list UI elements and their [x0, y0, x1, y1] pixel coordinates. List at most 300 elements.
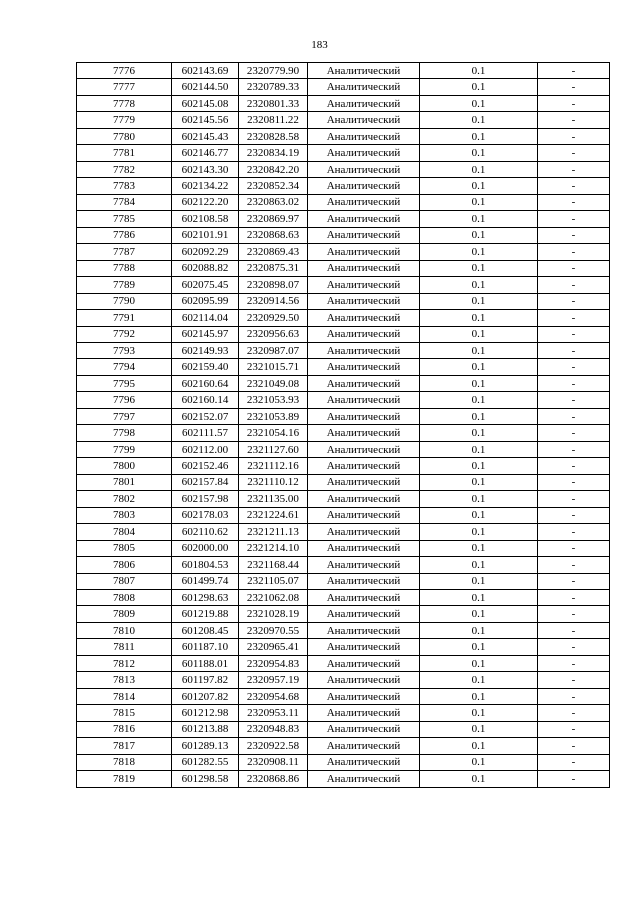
method-cell: Аналитический — [308, 672, 420, 688]
y-coordinate-cell: 2320811.22 — [239, 112, 308, 128]
accuracy-cell: 0.1 — [420, 491, 538, 507]
table-row — [77, 557, 610, 573]
y-coordinate-cell: 2320834.19 — [239, 145, 308, 161]
point-number-cell: 7802 — [77, 491, 172, 507]
point-number-cell: 7788 — [77, 260, 172, 276]
x-coordinate-cell: 602159.40 — [172, 359, 239, 375]
note-cell: - — [538, 211, 610, 227]
table-row — [77, 211, 610, 227]
x-coordinate-cell: 601289.13 — [172, 738, 239, 754]
x-coordinate-cell: 602088.82 — [172, 260, 239, 276]
x-coordinate-cell: 602114.04 — [172, 310, 239, 326]
method-cell: Аналитический — [308, 754, 420, 770]
table-row — [77, 474, 610, 490]
table-row — [77, 260, 610, 276]
page-number: 183 — [311, 39, 328, 51]
note-cell: - — [538, 655, 610, 671]
point-number-cell: 7779 — [77, 112, 172, 128]
y-coordinate-cell: 2321053.93 — [239, 392, 308, 408]
y-coordinate-cell: 2320898.07 — [239, 277, 308, 293]
table-row — [77, 590, 610, 606]
accuracy-cell: 0.1 — [420, 79, 538, 95]
y-coordinate-cell: 2320956.63 — [239, 326, 308, 342]
table-row — [77, 540, 610, 556]
y-coordinate-cell: 2321224.61 — [239, 507, 308, 523]
note-cell: - — [538, 507, 610, 523]
y-coordinate-cell: 2320789.33 — [239, 79, 308, 95]
method-cell: Аналитический — [308, 738, 420, 754]
y-coordinate-cell: 2321015.71 — [239, 359, 308, 375]
x-coordinate-cell: 601213.88 — [172, 721, 239, 737]
point-number-cell: 7801 — [77, 474, 172, 490]
note-cell: - — [538, 688, 610, 704]
point-number-cell: 7805 — [77, 540, 172, 556]
point-number-cell: 7789 — [77, 277, 172, 293]
y-coordinate-cell: 2321049.08 — [239, 375, 308, 391]
point-number-cell: 7808 — [77, 590, 172, 606]
accuracy-cell: 0.1 — [420, 507, 538, 523]
point-number-cell: 7812 — [77, 655, 172, 671]
x-coordinate-cell: 602108.58 — [172, 211, 239, 227]
point-number-cell: 7806 — [77, 557, 172, 573]
note-cell: - — [538, 375, 610, 391]
note-cell: - — [538, 408, 610, 424]
y-coordinate-cell: 2320957.19 — [239, 672, 308, 688]
method-cell: Аналитический — [308, 359, 420, 375]
x-coordinate-cell: 602075.45 — [172, 277, 239, 293]
point-number-cell: 7784 — [77, 194, 172, 210]
accuracy-cell: 0.1 — [420, 622, 538, 638]
point-number-cell: 7816 — [77, 721, 172, 737]
point-number-cell: 7810 — [77, 622, 172, 638]
accuracy-cell: 0.1 — [420, 606, 538, 622]
y-coordinate-cell: 2320828.58 — [239, 128, 308, 144]
accuracy-cell: 0.1 — [420, 95, 538, 111]
method-cell: Аналитический — [308, 557, 420, 573]
table-row — [77, 326, 610, 342]
x-coordinate-cell: 602145.43 — [172, 128, 239, 144]
x-coordinate-cell: 602146.77 — [172, 145, 239, 161]
note-cell: - — [538, 754, 610, 770]
method-cell: Аналитический — [308, 244, 420, 260]
x-coordinate-cell: 602095.99 — [172, 293, 239, 309]
accuracy-cell: 0.1 — [420, 524, 538, 540]
point-number-cell: 7777 — [77, 79, 172, 95]
point-number-cell: 7819 — [77, 771, 172, 787]
accuracy-cell: 0.1 — [420, 688, 538, 704]
note-cell: - — [538, 721, 610, 737]
y-coordinate-cell: 2320965.41 — [239, 639, 308, 655]
x-coordinate-cell: 601208.45 — [172, 622, 239, 638]
point-number-cell: 7792 — [77, 326, 172, 342]
accuracy-cell: 0.1 — [420, 112, 538, 128]
accuracy-cell: 0.1 — [420, 342, 538, 358]
y-coordinate-cell: 2320852.34 — [239, 178, 308, 194]
y-coordinate-cell: 2321214.10 — [239, 540, 308, 556]
x-coordinate-cell: 602178.03 — [172, 507, 239, 523]
accuracy-cell: 0.1 — [420, 260, 538, 276]
accuracy-cell: 0.1 — [420, 211, 538, 227]
y-coordinate-cell: 2320869.43 — [239, 244, 308, 260]
x-coordinate-cell: 602144.50 — [172, 79, 239, 95]
accuracy-cell: 0.1 — [420, 359, 538, 375]
x-coordinate-cell: 601804.53 — [172, 557, 239, 573]
y-coordinate-cell: 2320929.50 — [239, 310, 308, 326]
x-coordinate-cell: 602160.64 — [172, 375, 239, 391]
method-cell: Аналитический — [308, 688, 420, 704]
note-cell: - — [538, 227, 610, 243]
y-coordinate-cell: 2320779.90 — [239, 63, 308, 79]
y-coordinate-cell: 2320914.56 — [239, 293, 308, 309]
y-coordinate-cell: 2321062.08 — [239, 590, 308, 606]
accuracy-cell: 0.1 — [420, 721, 538, 737]
table-row — [77, 524, 610, 540]
point-number-cell: 7794 — [77, 359, 172, 375]
x-coordinate-cell: 601197.82 — [172, 672, 239, 688]
note-cell: - — [538, 63, 610, 79]
x-coordinate-cell: 601298.58 — [172, 771, 239, 787]
point-number-cell: 7798 — [77, 425, 172, 441]
table-row — [77, 425, 610, 441]
note-cell: - — [538, 590, 610, 606]
accuracy-cell: 0.1 — [420, 705, 538, 721]
method-cell: Аналитический — [308, 211, 420, 227]
note-cell: - — [538, 771, 610, 787]
y-coordinate-cell: 2320801.33 — [239, 95, 308, 111]
method-cell: Аналитический — [308, 573, 420, 589]
point-number-cell: 7803 — [77, 507, 172, 523]
table-row — [77, 145, 610, 161]
method-cell: Аналитический — [308, 293, 420, 309]
point-number-cell: 7813 — [77, 672, 172, 688]
table-row — [77, 342, 610, 358]
table-row — [77, 721, 610, 737]
table-row — [77, 128, 610, 144]
table-row — [77, 277, 610, 293]
note-cell: - — [538, 326, 610, 342]
x-coordinate-cell: 601499.74 — [172, 573, 239, 589]
point-number-cell: 7791 — [77, 310, 172, 326]
note-cell: - — [538, 112, 610, 128]
y-coordinate-cell: 2321110.12 — [239, 474, 308, 490]
y-coordinate-cell: 2320863.02 — [239, 194, 308, 210]
table-row — [77, 112, 610, 128]
point-number-cell: 7817 — [77, 738, 172, 754]
method-cell: Аналитический — [308, 128, 420, 144]
note-cell: - — [538, 161, 610, 177]
x-coordinate-cell: 602134.22 — [172, 178, 239, 194]
point-number-cell: 7799 — [77, 441, 172, 457]
table-row — [77, 573, 610, 589]
y-coordinate-cell: 2320948.83 — [239, 721, 308, 737]
point-number-cell: 7811 — [77, 639, 172, 655]
table-row — [77, 244, 610, 260]
x-coordinate-cell: 602152.46 — [172, 458, 239, 474]
note-cell: - — [538, 458, 610, 474]
note-cell: - — [538, 606, 610, 622]
table-row — [77, 293, 610, 309]
method-cell: Аналитический — [308, 458, 420, 474]
method-cell: Аналитический — [308, 260, 420, 276]
method-cell: Аналитический — [308, 95, 420, 111]
note-cell: - — [538, 145, 610, 161]
method-cell: Аналитический — [308, 705, 420, 721]
accuracy-cell: 0.1 — [420, 194, 538, 210]
accuracy-cell: 0.1 — [420, 672, 538, 688]
accuracy-cell: 0.1 — [420, 161, 538, 177]
point-number-cell: 7793 — [77, 342, 172, 358]
method-cell: Аналитический — [308, 507, 420, 523]
note-cell: - — [538, 310, 610, 326]
y-coordinate-cell: 2320987.07 — [239, 342, 308, 358]
accuracy-cell: 0.1 — [420, 244, 538, 260]
x-coordinate-cell: 602143.30 — [172, 161, 239, 177]
point-number-cell: 7790 — [77, 293, 172, 309]
table-body — [77, 63, 610, 788]
y-coordinate-cell: 2321054.16 — [239, 425, 308, 441]
note-cell: - — [538, 524, 610, 540]
method-cell: Аналитический — [308, 310, 420, 326]
x-coordinate-cell: 602160.14 — [172, 392, 239, 408]
accuracy-cell: 0.1 — [420, 639, 538, 655]
method-cell: Аналитический — [308, 63, 420, 79]
table-row — [77, 227, 610, 243]
accuracy-cell: 0.1 — [420, 408, 538, 424]
note-cell: - — [538, 277, 610, 293]
table-row — [77, 606, 610, 622]
accuracy-cell: 0.1 — [420, 474, 538, 490]
y-coordinate-cell: 2321135.00 — [239, 491, 308, 507]
y-coordinate-cell: 2321112.16 — [239, 458, 308, 474]
method-cell: Аналитический — [308, 425, 420, 441]
method-cell: Аналитический — [308, 408, 420, 424]
accuracy-cell: 0.1 — [420, 227, 538, 243]
method-cell: Аналитический — [308, 590, 420, 606]
accuracy-cell: 0.1 — [420, 310, 538, 326]
method-cell: Аналитический — [308, 161, 420, 177]
accuracy-cell: 0.1 — [420, 738, 538, 754]
x-coordinate-cell: 601188.01 — [172, 655, 239, 671]
table-row — [77, 194, 610, 210]
x-coordinate-cell: 602152.07 — [172, 408, 239, 424]
accuracy-cell: 0.1 — [420, 655, 538, 671]
table-row — [77, 95, 610, 111]
y-coordinate-cell: 2320970.55 — [239, 622, 308, 638]
method-cell: Аналитический — [308, 441, 420, 457]
table-row — [77, 688, 610, 704]
table-row — [77, 738, 610, 754]
point-number-cell: 7785 — [77, 211, 172, 227]
point-number-cell: 7787 — [77, 244, 172, 260]
note-cell: - — [538, 79, 610, 95]
note-cell: - — [538, 128, 610, 144]
point-number-cell: 7783 — [77, 178, 172, 194]
y-coordinate-cell: 2320954.83 — [239, 655, 308, 671]
point-number-cell: 7800 — [77, 458, 172, 474]
method-cell: Аналитический — [308, 491, 420, 507]
point-number-cell: 7786 — [77, 227, 172, 243]
y-coordinate-cell: 2320869.97 — [239, 211, 308, 227]
table-row — [77, 178, 610, 194]
x-coordinate-cell: 601212.98 — [172, 705, 239, 721]
method-cell: Аналитический — [308, 112, 420, 128]
x-coordinate-cell: 601187.10 — [172, 639, 239, 655]
method-cell: Аналитический — [308, 326, 420, 342]
accuracy-cell: 0.1 — [420, 178, 538, 194]
x-coordinate-cell: 602157.98 — [172, 491, 239, 507]
y-coordinate-cell: 2321168.44 — [239, 557, 308, 573]
x-coordinate-cell: 602000.00 — [172, 540, 239, 556]
method-cell: Аналитический — [308, 145, 420, 161]
table-row — [77, 375, 610, 391]
accuracy-cell: 0.1 — [420, 590, 538, 606]
point-number-cell: 7818 — [77, 754, 172, 770]
note-cell: - — [538, 639, 610, 655]
point-number-cell: 7814 — [77, 688, 172, 704]
accuracy-cell: 0.1 — [420, 754, 538, 770]
method-cell: Аналитический — [308, 721, 420, 737]
table-row — [77, 441, 610, 457]
table-row — [77, 771, 610, 787]
point-number-cell: 7780 — [77, 128, 172, 144]
y-coordinate-cell: 2320953.11 — [239, 705, 308, 721]
note-cell: - — [538, 178, 610, 194]
table-row — [77, 507, 610, 523]
note-cell: - — [538, 474, 610, 490]
note-cell: - — [538, 359, 610, 375]
method-cell: Аналитический — [308, 655, 420, 671]
x-coordinate-cell: 602145.08 — [172, 95, 239, 111]
x-coordinate-cell: 601219.88 — [172, 606, 239, 622]
accuracy-cell: 0.1 — [420, 573, 538, 589]
x-coordinate-cell: 602092.29 — [172, 244, 239, 260]
note-cell: - — [538, 392, 610, 408]
table-row — [77, 310, 610, 326]
accuracy-cell: 0.1 — [420, 293, 538, 309]
y-coordinate-cell: 2321105.07 — [239, 573, 308, 589]
note-cell: - — [538, 705, 610, 721]
table-row — [77, 655, 610, 671]
method-cell: Аналитический — [308, 540, 420, 556]
point-number-cell: 7778 — [77, 95, 172, 111]
x-coordinate-cell: 601282.55 — [172, 754, 239, 770]
accuracy-cell: 0.1 — [420, 392, 538, 408]
point-number-cell: 7804 — [77, 524, 172, 540]
table-row — [77, 408, 610, 424]
table-row — [77, 359, 610, 375]
y-coordinate-cell: 2320922.58 — [239, 738, 308, 754]
note-cell: - — [538, 622, 610, 638]
method-cell: Аналитический — [308, 227, 420, 243]
table-row — [77, 622, 610, 638]
method-cell: Аналитический — [308, 178, 420, 194]
y-coordinate-cell: 2321028.19 — [239, 606, 308, 622]
note-cell: - — [538, 540, 610, 556]
point-number-cell: 7797 — [77, 408, 172, 424]
note-cell: - — [538, 425, 610, 441]
y-coordinate-cell: 2321053.89 — [239, 408, 308, 424]
table-row — [77, 79, 610, 95]
note-cell: - — [538, 738, 610, 754]
y-coordinate-cell: 2320868.63 — [239, 227, 308, 243]
x-coordinate-cell: 601298.63 — [172, 590, 239, 606]
accuracy-cell: 0.1 — [420, 145, 538, 161]
note-cell: - — [538, 260, 610, 276]
y-coordinate-cell: 2321127.60 — [239, 441, 308, 457]
point-number-cell: 7781 — [77, 145, 172, 161]
x-coordinate-cell: 602101.91 — [172, 227, 239, 243]
note-cell: - — [538, 95, 610, 111]
table-row — [77, 672, 610, 688]
y-coordinate-cell: 2320875.31 — [239, 260, 308, 276]
accuracy-cell: 0.1 — [420, 441, 538, 457]
table-row — [77, 754, 610, 770]
table-row — [77, 705, 610, 721]
note-cell: - — [538, 573, 610, 589]
note-cell: - — [538, 672, 610, 688]
accuracy-cell: 0.1 — [420, 540, 538, 556]
table-row — [77, 458, 610, 474]
table-row — [77, 161, 610, 177]
y-coordinate-cell: 2320908.11 — [239, 754, 308, 770]
method-cell: Аналитический — [308, 194, 420, 210]
point-number-cell: 7776 — [77, 63, 172, 79]
point-number-cell: 7809 — [77, 606, 172, 622]
accuracy-cell: 0.1 — [420, 771, 538, 787]
point-number-cell: 7796 — [77, 392, 172, 408]
table-row — [77, 63, 610, 79]
point-number-cell: 7795 — [77, 375, 172, 391]
method-cell: Аналитический — [308, 474, 420, 490]
accuracy-cell: 0.1 — [420, 458, 538, 474]
method-cell: Аналитический — [308, 392, 420, 408]
accuracy-cell: 0.1 — [420, 277, 538, 293]
x-coordinate-cell: 602143.69 — [172, 63, 239, 79]
x-coordinate-cell: 602110.62 — [172, 524, 239, 540]
y-coordinate-cell: 2320868.86 — [239, 771, 308, 787]
method-cell: Аналитический — [308, 277, 420, 293]
method-cell: Аналитический — [308, 375, 420, 391]
x-coordinate-cell: 602149.93 — [172, 342, 239, 358]
accuracy-cell: 0.1 — [420, 326, 538, 342]
note-cell: - — [538, 293, 610, 309]
method-cell: Аналитический — [308, 639, 420, 655]
method-cell: Аналитический — [308, 771, 420, 787]
x-coordinate-cell: 602145.56 — [172, 112, 239, 128]
point-number-cell: 7807 — [77, 573, 172, 589]
y-coordinate-cell: 2320842.20 — [239, 161, 308, 177]
x-coordinate-cell: 602111.57 — [172, 425, 239, 441]
note-cell: - — [538, 194, 610, 210]
accuracy-cell: 0.1 — [420, 425, 538, 441]
y-coordinate-cell: 2321211.13 — [239, 524, 308, 540]
table-row — [77, 392, 610, 408]
x-coordinate-cell: 602112.00 — [172, 441, 239, 457]
x-coordinate-cell: 602157.84 — [172, 474, 239, 490]
accuracy-cell: 0.1 — [420, 63, 538, 79]
note-cell: - — [538, 244, 610, 260]
method-cell: Аналитический — [308, 342, 420, 358]
note-cell: - — [538, 557, 610, 573]
note-cell: - — [538, 491, 610, 507]
y-coordinate-cell: 2320954.68 — [239, 688, 308, 704]
method-cell: Аналитический — [308, 622, 420, 638]
method-cell: Аналитический — [308, 606, 420, 622]
table-row — [77, 491, 610, 507]
coordinates-table — [76, 62, 610, 788]
point-number-cell: 7782 — [77, 161, 172, 177]
note-cell: - — [538, 441, 610, 457]
